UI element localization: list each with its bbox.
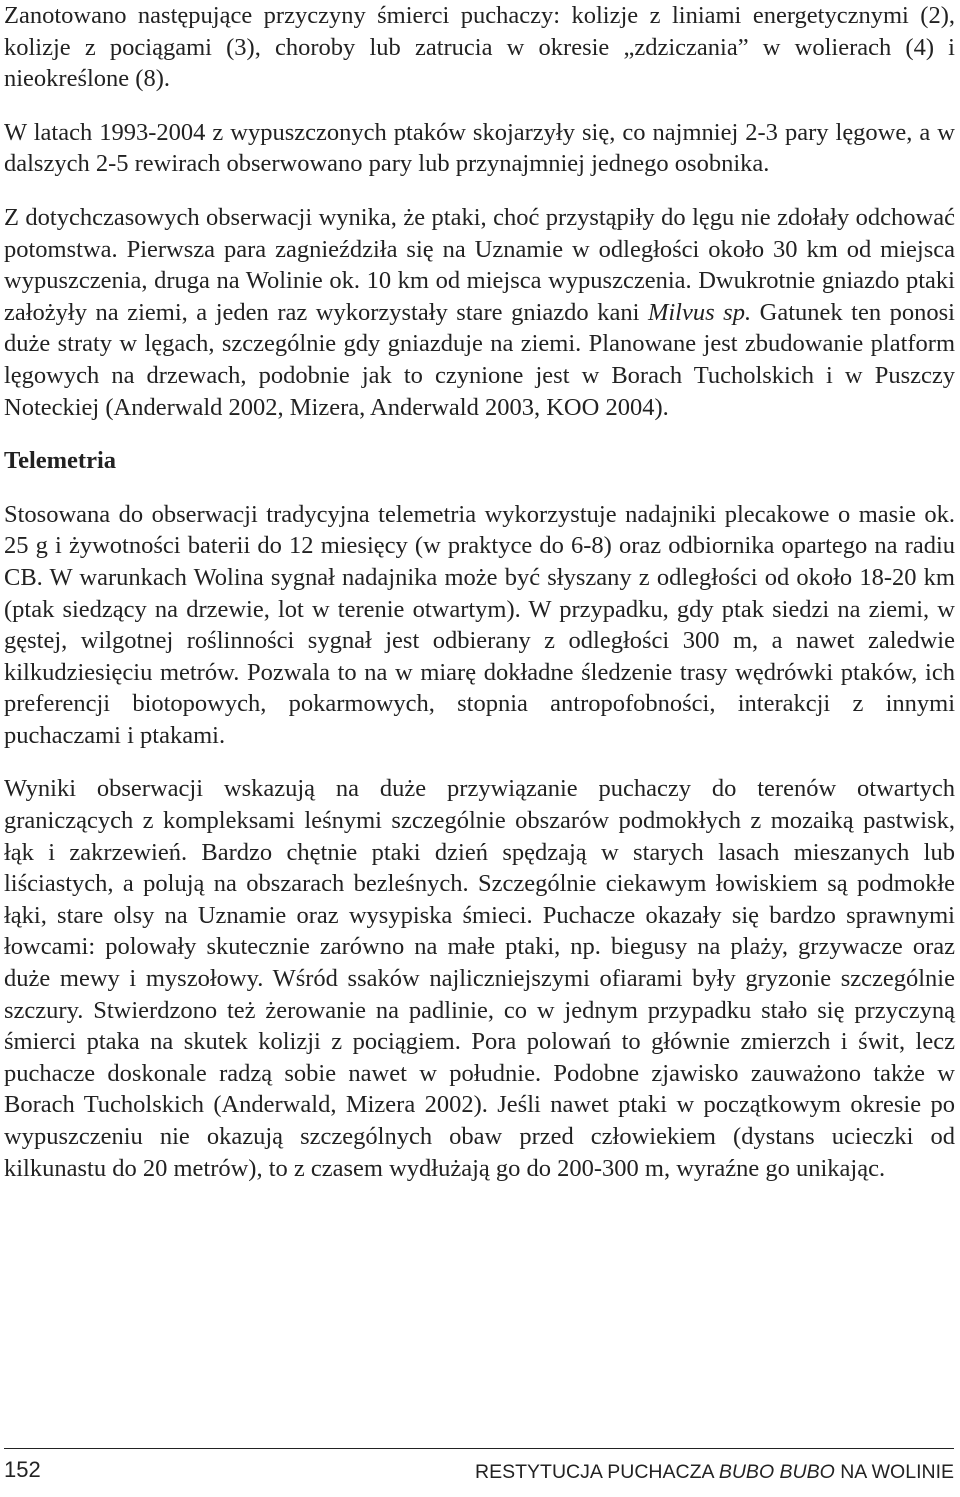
running-title-prefix: RESTYTUCJA PUCHACZA: [475, 1461, 719, 1483]
paragraph-telemetry: Stosowana do obserwacji tradycyjna telemetria wykorzystuje nadajniki plecakowe o masie ok. 25 g i żywotności baterii do 12 miesięcy (w praktyce do 6-8) oraz odbiornika opartego na radiu CB. W warunkach Wolina sygnał nadajnika może być słyszany z odległości od około 18-20 km (ptak siedzący na drzewie, lot w terenie otwartym). W przypadku, gdy ptak siedzi na ziemi, w gęstej, wilgotnej roślinności sygnał jest odbierany z odległości 300 m, a nawet zaledwie kilkudziesięciu metrów. Pozwala to na w miarę dokładne śledzenie trasy wędrówki ptaków, ich preferencji biotopowych, pokarmowych, stopnia antropofobności, interakcji z innymi puchaczami i ptakami.: [4, 500, 955, 749]
paragraph-breeding-pairs: W latach 1993-2004 z wypuszczonych ptaków skojarzyły się, co najmniej 2-3 pary lęgowe, a w dalszych 2-5 rewirach obserwowano pary lub przynajmniej jednego osobnika.: [4, 118, 955, 178]
page-number: 152: [4, 1457, 41, 1482]
species-name-italic: Milvus sp.: [647, 298, 752, 326]
paragraph-results: Wyniki obserwacji wskazują na duże przywiązanie puchaczy do terenów otwartych graniczących z kompleksami leśnymi szczególnie obszarów podmokłych z mozaiką pastwisk, łąk i zakrzewień. Bardzo chętnie ptaki dzień spędzają w starych lasach mieszanych lub liściastych, a polują na obszarach bezleśnych. Szczególnie ciekawym łowiskiem są podmokłe łąki, stare olsy na Uznamie oraz wysypiska śmieci. Puchacze okazały się bardzo sprawnymi łowcami: polowały skutecznie zarówno na małe ptaki, np. biegusy na plaży, grzywacze oraz duże mewy i myszołowy. Wśród ssaków najliczniejszymi ofiarami były gryzonie szczególnie szczury. Stwierdzono też żerowanie na padlinie, co w jednym przypadku stało się przyczyną śmierci ptaka na skutek kolizji z pociągiem. Pora polowań to głównie zmierzch i świt, lecz puchacze doskonale radzą sobie nawet w południe. Podobne zjawisko zauważono także w Borach Tucholskich (Anderwald, Mizera 2002). Jeśli nawet ptaki w początkowym okresie po wypuszczeniu nie okazują szczególnych obaw przed człowiekiem (dystans ucieczki od kilkunastu do 20 metrów), to z czasem wydłużają go do 200-300 m, wyraźne go unikając.: [4, 775, 955, 1182]
paragraph-death-causes: Zanotowano następujące przyczyny śmierci puchaczy: kolizje z liniami energetycznymi (2), kolizje z pociągami (3), choroby lub zatrucia w okresie „zdziczania” w wolierach (4) i nieokreślone (8).: [4, 2, 955, 93]
section-heading-telemetry: Telemetria: [4, 447, 117, 475]
paragraph-observations: [4, 202, 955, 423]
running-title-species: BUBO BUBO: [718, 1461, 835, 1483]
running-title-suffix: NA WOLINIE: [834, 1461, 954, 1483]
document-body: [4, 0, 955, 1184]
observations-text-end: Gatunek ten ponosi duże straty w lęgach, szczególnie gdy gniazduje na ziemi. Planowane jest zbudowanie platform lęgowych na drzewach, podobnie jak to czynione jest w Borach Tucholskich i w Puszczy Noteckiej (Anderwald 2002, Mizera, Anderwald 2003, KOO 2004).: [4, 298, 955, 421]
observations-text-start: Z dotychczasowych obserwacji wynika, że ptaki, choć przystąpiły do lęgu nie zdołały odchować potomstwa. Pierwsza para zagnieździła się na Uznamie w odległości około 30 km od miejsca wypuszczenia, druga na Wolinie ok. 10 km od miejsca wypuszczenia. Dwukrotnie gniazdo ptaki założyły na ziemi, a jeden raz wykorzystały stare gniazdo kani: [4, 203, 955, 326]
page-footer: [4, 1448, 954, 1483]
running-title: [475, 1461, 954, 1484]
